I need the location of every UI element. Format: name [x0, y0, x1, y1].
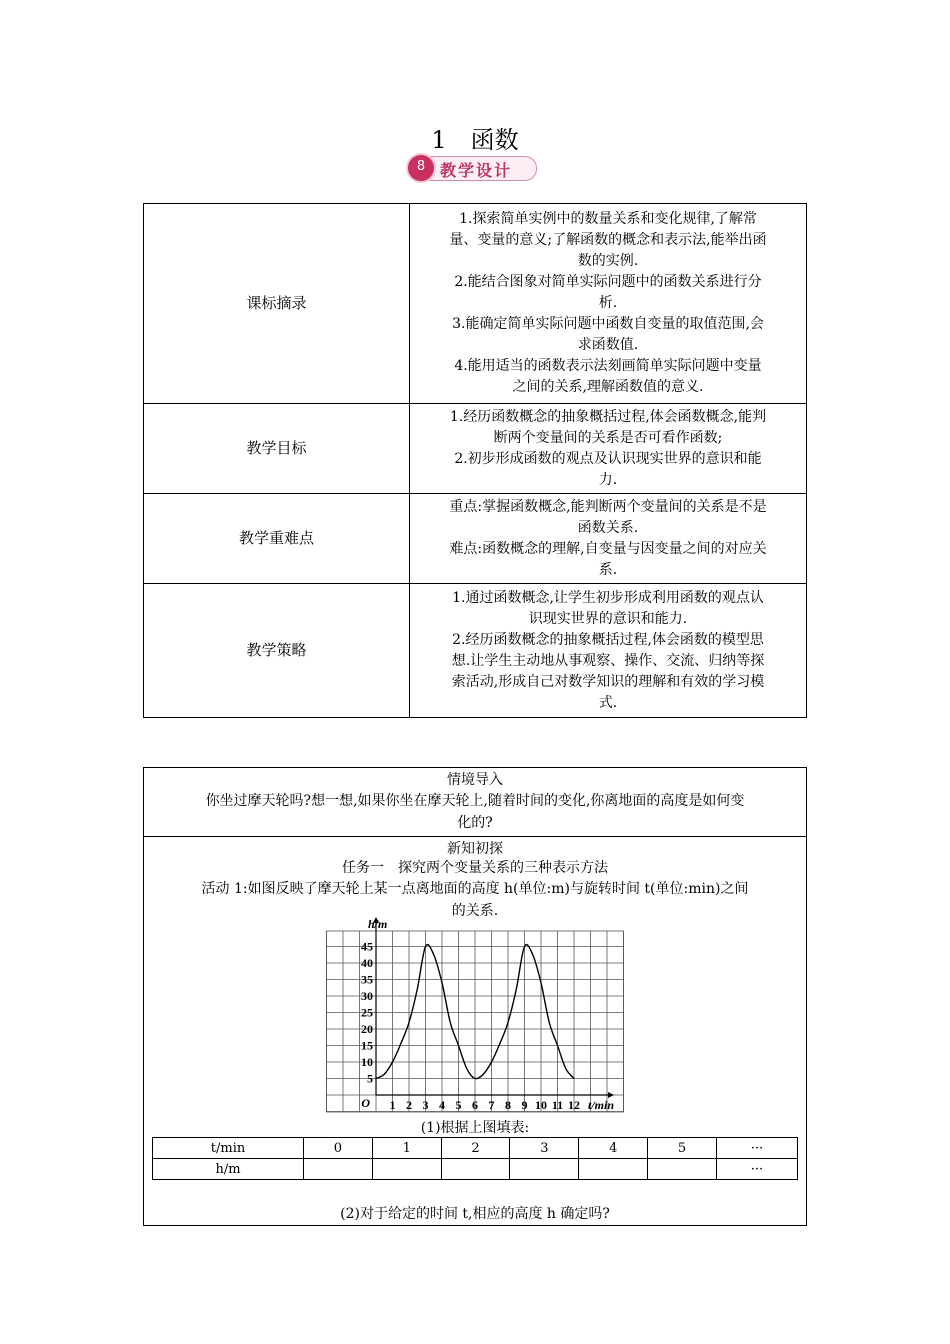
task-title: 任务一 探究两个变量关系的三种表示方法 [342, 860, 608, 876]
fill-table [152, 1137, 798, 1180]
row-label: 教学策略 [144, 584, 410, 718]
row-content: 1.经历函数概念的抽象概括过程,体会函数概念,能判 断两个变量间的关系是否可看作函数; 2.初步形成函数的观点及认识现实世界的意识和能 力. [410, 404, 807, 494]
t-cell: ··· [717, 1138, 798, 1159]
h-cell[interactable] [441, 1159, 510, 1180]
row-label: 教学目标 [144, 404, 410, 494]
table-row [144, 494, 807, 584]
x-tick-label: 5 [455, 1098, 462, 1112]
y-tick-label: 15 [361, 1038, 373, 1053]
badge-label: 教学设计 [440, 161, 513, 180]
intro-heading: 情境导入 [447, 772, 503, 788]
y-tick-label: 40 [361, 956, 373, 970]
activity-line: 的关系. [451, 903, 499, 919]
y-tick-label: 10 [361, 1055, 373, 1069]
activity-line: 活动 1:如图反映了摩天轮上某一点离地面的高度 h(单位:m)与旋转时间 t(单位:min)之间 [201, 881, 749, 897]
badge-circle-icon: 8 [406, 153, 436, 183]
t-cell: 1 [372, 1138, 441, 1159]
section-badge [405, 151, 539, 184]
x-tick-label: 4 [439, 1098, 445, 1112]
question-1: (1)根据上图填表: [420, 1120, 530, 1136]
h-cell: ··· [717, 1159, 798, 1180]
y-axis-label: h/m [368, 917, 388, 931]
y-tick-label: 30 [361, 989, 373, 1003]
x-tick-label: 8 [505, 1098, 511, 1112]
h-cell[interactable] [510, 1159, 579, 1180]
question-2: (2)对于给定的时间 t,相应的高度 h 确定吗? [340, 1206, 610, 1222]
x-tick-label: 11 [551, 1098, 564, 1112]
x-axis-label: t/min [588, 1098, 615, 1112]
y-tick-label: 5 [367, 1071, 373, 1086]
h-cell[interactable] [372, 1159, 441, 1180]
title-text: 函数 [470, 126, 519, 154]
ferris-wheel-graph [326, 917, 624, 1115]
x-tick-label: 1 [389, 1098, 396, 1112]
row-label: 教学重难点 [144, 494, 410, 584]
row-label: 课标摘录 [144, 204, 410, 404]
x-tick-label: 10 [535, 1098, 547, 1112]
table-row [153, 1159, 798, 1180]
x-tick-label: 9 [521, 1098, 528, 1112]
h-header: h/m [153, 1159, 304, 1180]
section-divider [144, 836, 806, 837]
t-header: t/min [153, 1138, 304, 1159]
table-row [144, 584, 807, 718]
design-table [143, 203, 807, 718]
title-number: 1 [431, 126, 447, 154]
x-tick-label: 12 [568, 1098, 580, 1112]
t-cell: 5 [648, 1138, 717, 1159]
t-cell: 0 [304, 1138, 373, 1159]
y-tick-label: 20 [361, 1022, 373, 1036]
table-row [144, 404, 807, 494]
table-row [144, 204, 807, 404]
x-tick-label: 2 [406, 1098, 412, 1112]
intro-line: 你坐过摩天轮吗?想一想,如果你坐在摩天轮上,随着时间的变化,你离地面的高度是如何变 [205, 793, 745, 809]
t-cell: 4 [579, 1138, 648, 1159]
h-cell[interactable] [579, 1159, 648, 1180]
origin-label: O [361, 1096, 370, 1110]
row-content: 重点:掌握函数概念,能判断两个变量间的关系是不是 函数关系. 难点:函数概念的理解,自变量与因变量之间的对应关 系. [410, 494, 807, 584]
x-tick-label: 3 [422, 1098, 429, 1112]
x-tick-label: 7 [488, 1098, 495, 1112]
h-cell[interactable] [304, 1159, 373, 1180]
row-content: 1.通过函数概念,让学生初步形成利用函数的观点认 识现实世界的意识和能力. 2.经历函数概念的抽象概括过程,体会函数的模型思 想.让学生主动地从事观察、操作、交流、归纳等探 索活动,形成自己对数学知识的理解和有效的学习模 式. [410, 584, 807, 718]
x-tick-label: 6 [472, 1098, 478, 1112]
t-cell: 3 [510, 1138, 579, 1159]
y-tick-label: 25 [361, 1005, 373, 1020]
table-row [153, 1138, 798, 1159]
row-content: 1.探索简单实例中的数量关系和变化规律,了解常 量、变量的意义;了解函数的概念和表示法,能举出函 数的实例. 2.能结合图象对简单实际问题中的函数关系进行分 析. 3.能确定简单实际问题中函数自变量的取值范围,会 求函数值. 4.能用适当的函数表示法刻画简单实际问题中变量 之间的关系,理解函数值的意义. [410, 204, 807, 404]
t-cell: 2 [441, 1138, 510, 1159]
h-cell[interactable] [648, 1159, 717, 1180]
y-tick-label: 35 [361, 972, 373, 987]
y-tick-label: 45 [361, 939, 373, 954]
intro-line: 化的? [457, 815, 493, 831]
page-title [0, 120, 950, 155]
new-knowledge-heading: 新知初探 [447, 841, 503, 857]
